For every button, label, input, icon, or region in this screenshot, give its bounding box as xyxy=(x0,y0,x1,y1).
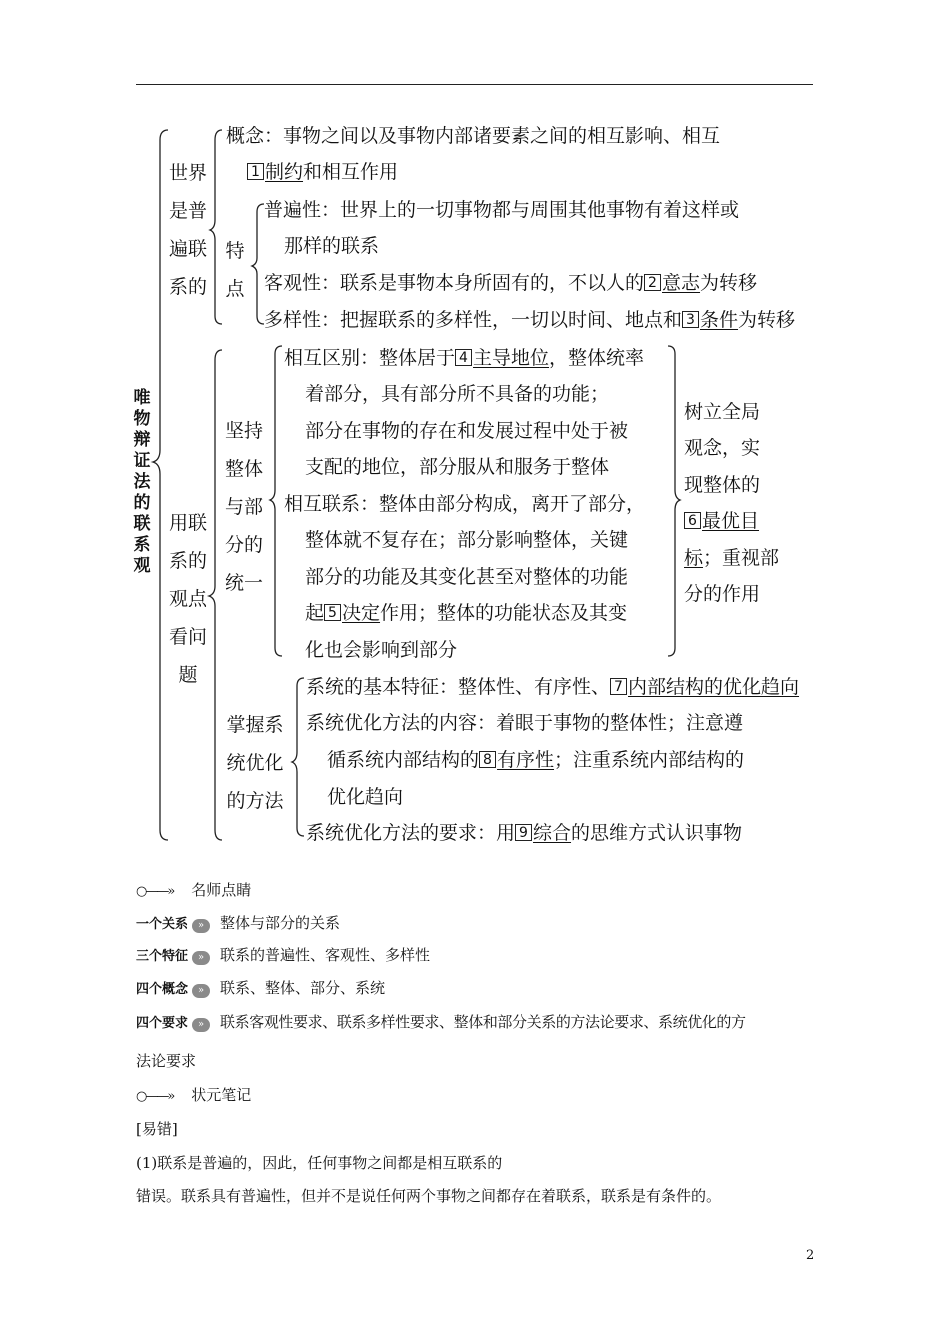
objectivity-tail: 为转移 xyxy=(700,272,758,294)
tip-text: 整体与部分的关系 xyxy=(220,914,341,932)
diversity-text: 多样性：把握联系的多样性，一切以时间、地点和 xyxy=(264,309,683,331)
result-line6: 分的作用 xyxy=(684,583,761,605)
link-line1: 相互联系：整体由部分构成，离开了部分， xyxy=(284,493,646,515)
tip-row-1 xyxy=(136,913,340,935)
tips-header xyxy=(136,880,251,902)
blank-number-3: 3 xyxy=(682,311,699,328)
result-brace xyxy=(668,346,680,656)
double-chevron-icon: » xyxy=(192,1018,210,1032)
whole-part-brace xyxy=(270,346,282,656)
answer-blank-6b: 标 xyxy=(684,547,704,569)
notes-header-text: 状元笔记 xyxy=(191,1086,252,1104)
answer-blank-6: 最优目 xyxy=(702,510,760,532)
requirement-text: 系统优化方法的要求：用 xyxy=(306,822,516,844)
tip-row-2 xyxy=(136,945,430,967)
notes-item-1: (1)联系是普遍的，因此，任何事物之间都是相互联系的 xyxy=(136,1154,503,1172)
concept-tail: 和相互作用 xyxy=(303,161,399,183)
method-line2 xyxy=(327,748,744,772)
system-title: 掌握系统优化的方法 xyxy=(226,714,284,812)
requirement-tail: 的思维方式认识事物 xyxy=(571,822,743,844)
difference-line2: 着部分，具有部分所不具备的功能； xyxy=(305,383,610,405)
notes-tag: [易错] xyxy=(136,1120,178,1138)
method-line3: 优化趋向 xyxy=(327,786,404,808)
blank-number-6: 6 xyxy=(684,512,701,529)
concept-line2 xyxy=(247,160,398,184)
universality-line2: 那样的联系 xyxy=(284,235,380,257)
difference-tail: ，整体统率 xyxy=(549,347,645,369)
diversity-tail: 为转移 xyxy=(738,309,796,331)
result-line1: 树立全局 xyxy=(684,401,761,423)
answer-blank-1: 制约 xyxy=(265,161,304,183)
result-line5 xyxy=(684,546,779,570)
objectivity-line xyxy=(264,271,757,295)
double-chevron-icon: » xyxy=(192,951,210,965)
objectivity-text: 客观性：联系是事物本身所固有的，不以人的 xyxy=(264,272,645,294)
tip-row-4 xyxy=(136,1012,746,1034)
blank-number-9: 9 xyxy=(515,824,532,841)
tip-label: 三个特征 xyxy=(136,949,189,964)
result-line2: 观念，实 xyxy=(684,437,761,459)
diversity-line xyxy=(264,308,795,332)
tip-row-4-wrap: 法论要求 xyxy=(136,1052,197,1070)
section-arrow-icon: ○——» xyxy=(136,1089,174,1104)
blank-number-7: 7 xyxy=(610,678,627,695)
features-brace xyxy=(252,204,264,324)
system-feature-text: 系统的基本特征：整体性、有序性、 xyxy=(306,676,611,698)
branch1-title: 世界是普遍联系的 xyxy=(168,162,207,298)
requirement-line xyxy=(306,821,742,845)
notes-header xyxy=(136,1085,251,1107)
answer-blank-4: 主导地位 xyxy=(473,347,550,369)
branch2-title: 用联系的观点看问题 xyxy=(168,512,207,686)
header-rule xyxy=(136,84,813,85)
difference-line4: 支配的地位，部分服从和服务于整体 xyxy=(305,456,610,478)
result-tail: ；重视部 xyxy=(703,547,780,569)
blank-number-1: 1 xyxy=(247,163,264,180)
whole-part-title: 坚持整体与部分的统一 xyxy=(224,420,263,594)
tip-row-3 xyxy=(136,978,385,1000)
tips-header-text: 名师点睛 xyxy=(191,881,252,899)
link-line4 xyxy=(305,601,627,625)
notes-item-1-answer: 错误。联系具有普遍性，但并不是说任何两个事物之间都存在着联系，联系是有条件的。 xyxy=(136,1187,722,1205)
answer-blank-3: 条件 xyxy=(700,309,739,331)
answer-blank-9: 综合 xyxy=(533,822,572,844)
tip-label: 四个要求 xyxy=(136,1016,189,1031)
result-line4 xyxy=(684,509,759,533)
method-pre: 循系统内部结构的 xyxy=(327,749,480,771)
section-arrow-icon: ○——» xyxy=(136,884,174,899)
difference-line3: 部分在事物的存在和发展过程中处于被 xyxy=(305,420,629,442)
double-chevron-icon: » xyxy=(192,919,210,933)
link-pre: 起 xyxy=(305,602,325,624)
features-label: 特点 xyxy=(225,240,245,300)
tip-text: 联系客观性要求、联系多样性要求、整体和部分关系的方法论要求、系统优化的方 xyxy=(220,1013,746,1031)
answer-blank-2: 意志 xyxy=(662,272,701,294)
tip-text: 联系的普遍性、客观性、多样性 xyxy=(220,946,431,964)
tip-label: 一个关系 xyxy=(136,917,189,932)
double-chevron-icon: » xyxy=(192,984,210,998)
page-number: 2 xyxy=(806,1248,815,1263)
branch2-brace xyxy=(209,350,222,840)
answer-blank-5: 决定 xyxy=(342,602,381,624)
concept-line1: 概念：事物之间以及事物内部诸要素之间的相互影响、相互 xyxy=(226,125,721,147)
blank-number-8: 8 xyxy=(479,751,496,768)
link-tail: 作用；整体的功能状态及其变 xyxy=(380,602,628,624)
system-brace xyxy=(292,678,304,836)
link-line2: 整体就不复存在；部分影响整体，关键 xyxy=(305,529,629,551)
answer-blank-7: 内部结构的优化趋向 xyxy=(628,676,800,698)
blank-number-2: 2 xyxy=(644,274,661,291)
branch1-brace xyxy=(210,130,222,324)
system-feature-line xyxy=(306,675,799,699)
tip-label: 四个概念 xyxy=(136,982,189,997)
difference-text: 相互区别：整体居于 xyxy=(284,347,456,369)
difference-line1 xyxy=(284,346,644,370)
method-line1: 系统优化方法的内容：着眼于事物的整体性；注意遵 xyxy=(306,712,744,734)
universality-line1: 普遍性：世界上的一切事物都与周围其他事物有着这样或 xyxy=(264,199,740,221)
link-line3: 部分的功能及其变化甚至对整体的功能 xyxy=(305,566,629,588)
method-tail: ；注重系统内部结构的 xyxy=(554,749,745,771)
link-line5: 化也会影响到部分 xyxy=(305,639,458,661)
result-line3: 现整体的 xyxy=(684,474,761,496)
blank-number-4: 4 xyxy=(455,349,472,366)
answer-blank-8: 有序性 xyxy=(497,749,555,771)
root-title: 唯物辩证法的联系观 xyxy=(133,388,151,576)
blank-number-5: 5 xyxy=(324,604,341,621)
tip-text: 联系、整体、部分、系统 xyxy=(220,979,386,997)
